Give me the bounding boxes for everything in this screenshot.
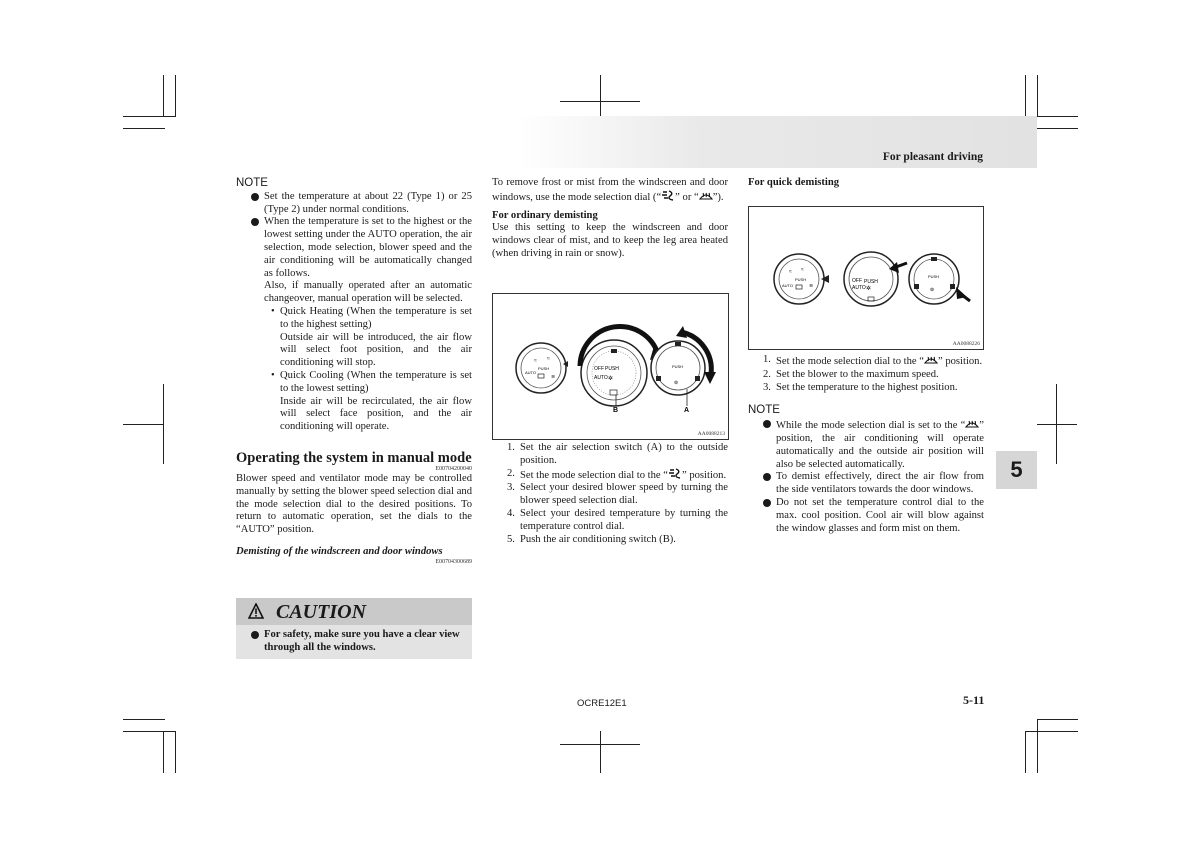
svg-text:AUTO: AUTO bbox=[594, 375, 608, 381]
caution-title: CAUTION bbox=[276, 601, 367, 623]
svg-text:≈: ≈ bbox=[547, 356, 550, 362]
svg-text:OFF: OFF bbox=[852, 278, 862, 284]
temperature-dial bbox=[909, 254, 970, 304]
bullet-icon bbox=[251, 631, 259, 639]
mode-dial bbox=[774, 254, 829, 304]
svg-text:B: B bbox=[613, 407, 619, 414]
sub-item-body: Inside air will be recirculated, the air flow will select face position, and the air conditioning will operate. bbox=[280, 395, 472, 433]
quick-demist-figure bbox=[748, 206, 984, 350]
step-item: 2. Set the mode selection dial to the “ ” position. bbox=[507, 467, 727, 481]
note-item: Set the temperature at about 22 (Type 1) or 25 (Type 2) under normal conditions. bbox=[236, 191, 472, 217]
svg-text:AUTO: AUTO bbox=[782, 283, 794, 288]
right-column bbox=[748, 354, 984, 535]
caution-item: For safety, make sure you have a clear view through all the windows. bbox=[236, 629, 472, 655]
quick-demist-illustration bbox=[749, 207, 983, 349]
step-item: 3. Select your desired blower speed by turning the blower speed selection dial. bbox=[507, 482, 728, 507]
step-item: 5. Push the air conditioning switch (B). bbox=[507, 533, 676, 545]
svg-text:≈: ≈ bbox=[801, 267, 804, 273]
note-item: While the mode selection dial is set to the “ ” position, the air conditioning will operate automatically and the outside air position will also be selected automatically. bbox=[748, 418, 984, 471]
floor-windscreen-mode-icon bbox=[661, 190, 675, 201]
step-item: 4. Select your desired temperature by turning the temperature control dial. bbox=[507, 507, 728, 532]
intro-text: To remove frost or mist from the windscreen and door windows, use the mode selection dial (“ ” or “ ”). bbox=[492, 177, 728, 203]
svg-text:⊚: ⊚ bbox=[930, 287, 935, 293]
windscreen-defrost-icon bbox=[924, 354, 938, 365]
bullet-icon bbox=[251, 218, 259, 226]
sub-item: • Quick Cooling (When the temperature is set to the lowest setting) bbox=[271, 369, 472, 394]
svg-text:✲: ✲ bbox=[608, 376, 614, 382]
svg-text:≋: ≋ bbox=[551, 374, 556, 380]
svg-text:≈: ≈ bbox=[789, 269, 792, 275]
floor-windscreen-mode-icon bbox=[668, 468, 682, 479]
note-heading: NOTE bbox=[748, 404, 780, 417]
sub-item: • Quick Heating (When the temperature is set to the highest setting) bbox=[271, 305, 472, 330]
svg-text:⊚: ⊚ bbox=[674, 380, 679, 386]
bullet-icon bbox=[763, 473, 771, 481]
svg-text:OFF: OFF bbox=[594, 366, 604, 372]
note-item: When the temperature is set to the highest or the lowest setting under the AUTO operation, the air selection, mode selection, blower speed and the air conditioning will be automatically changed as follows. bbox=[236, 216, 472, 280]
chapter-tab bbox=[996, 451, 1037, 489]
note-item: Do not set the temperature control dial to the max. cool position. Cool air will blow against the window glasses and form mist on them. bbox=[748, 497, 984, 535]
svg-text:≋: ≋ bbox=[809, 283, 814, 289]
ordinary-demisting-title: For ordinary demisting bbox=[492, 209, 598, 221]
bullet-icon bbox=[763, 499, 771, 507]
svg-text:AUTO: AUTO bbox=[852, 285, 866, 291]
svg-text:A: A bbox=[684, 407, 690, 414]
svg-text:PUSH: PUSH bbox=[864, 279, 878, 285]
middle-column bbox=[492, 177, 728, 261]
note-continuation: Also, if manually operated after an automatic changeover, manual operation will be selected. bbox=[264, 280, 472, 305]
svg-text:PUSH: PUSH bbox=[538, 366, 550, 371]
svg-text:PUSH: PUSH bbox=[605, 366, 619, 372]
figure-code: AA0088226 bbox=[952, 341, 980, 347]
warning-triangle-icon bbox=[248, 603, 264, 619]
section-title: Operating the system in manual mode bbox=[236, 449, 472, 466]
sub-item-body: Outside air will be introduced, the air flow will select foot position, and the air conditioning will stop. bbox=[280, 331, 472, 369]
svg-text:AUTO: AUTO bbox=[525, 370, 537, 375]
note-item: To demist effectively, direct the air flow from the side ventilators towards the door windows. bbox=[748, 471, 984, 497]
windscreen-defrost-icon bbox=[965, 418, 979, 429]
section-body: Blower speed and ventilator mode may be controlled manually by setting the blower speed selection dial and the mode selection dial to the desired positions. To return to automatic operation, set the dials to the “AUTO” position. bbox=[236, 472, 472, 536]
right-column-heading bbox=[748, 177, 984, 190]
svg-text:PUSH: PUSH bbox=[928, 274, 940, 279]
step-item: 1. Set the mode selection dial to the “ ” position. bbox=[763, 354, 983, 367]
middle-steps bbox=[492, 442, 728, 546]
step-item: 2. Set the blower to the maximum speed. bbox=[763, 368, 939, 380]
section-code: E00704200040 bbox=[435, 465, 472, 472]
svg-text:PUSH: PUSH bbox=[672, 364, 684, 369]
svg-text:✲: ✲ bbox=[866, 286, 872, 292]
caution-box bbox=[236, 598, 472, 659]
svg-text:≈: ≈ bbox=[534, 358, 537, 364]
left-column bbox=[236, 177, 472, 566]
svg-text:PUSH: PUSH bbox=[795, 277, 807, 282]
windscreen-defrost-icon bbox=[699, 190, 713, 201]
control-panel-figure bbox=[492, 293, 729, 440]
bullet-icon bbox=[763, 420, 771, 428]
page-header-title: For pleasant driving bbox=[882, 151, 983, 163]
page-number: 5-11 bbox=[963, 693, 985, 707]
subsection-title: Demisting of the windscreen and door windows bbox=[236, 545, 443, 557]
mode-dial bbox=[516, 343, 568, 393]
climate-dials-illustration bbox=[493, 294, 728, 439]
subsection-code: E00704300689 bbox=[435, 558, 472, 565]
figure-code: AA0088213 bbox=[697, 431, 725, 437]
quick-demisting-title: For quick demisting bbox=[748, 177, 840, 188]
temperature-dial bbox=[651, 326, 716, 395]
caution-header bbox=[236, 598, 472, 625]
blower-dial bbox=[844, 252, 907, 306]
note-heading: NOTE bbox=[236, 177, 268, 189]
bullet-icon bbox=[251, 193, 259, 201]
chapter-number: 5 bbox=[1010, 457, 1023, 482]
step-item: 3. Set the temperature to the highest position. bbox=[763, 381, 958, 393]
ordinary-demisting-body: Use this setting to keep the windscreen and door windows clear of mist, and to keep the leg area heated (when driving in rain or snow). bbox=[492, 222, 728, 259]
document-code: OCRE12E1 bbox=[577, 698, 627, 709]
step-item: 1. Set the air selection switch (A) to the outside position. bbox=[507, 442, 728, 466]
